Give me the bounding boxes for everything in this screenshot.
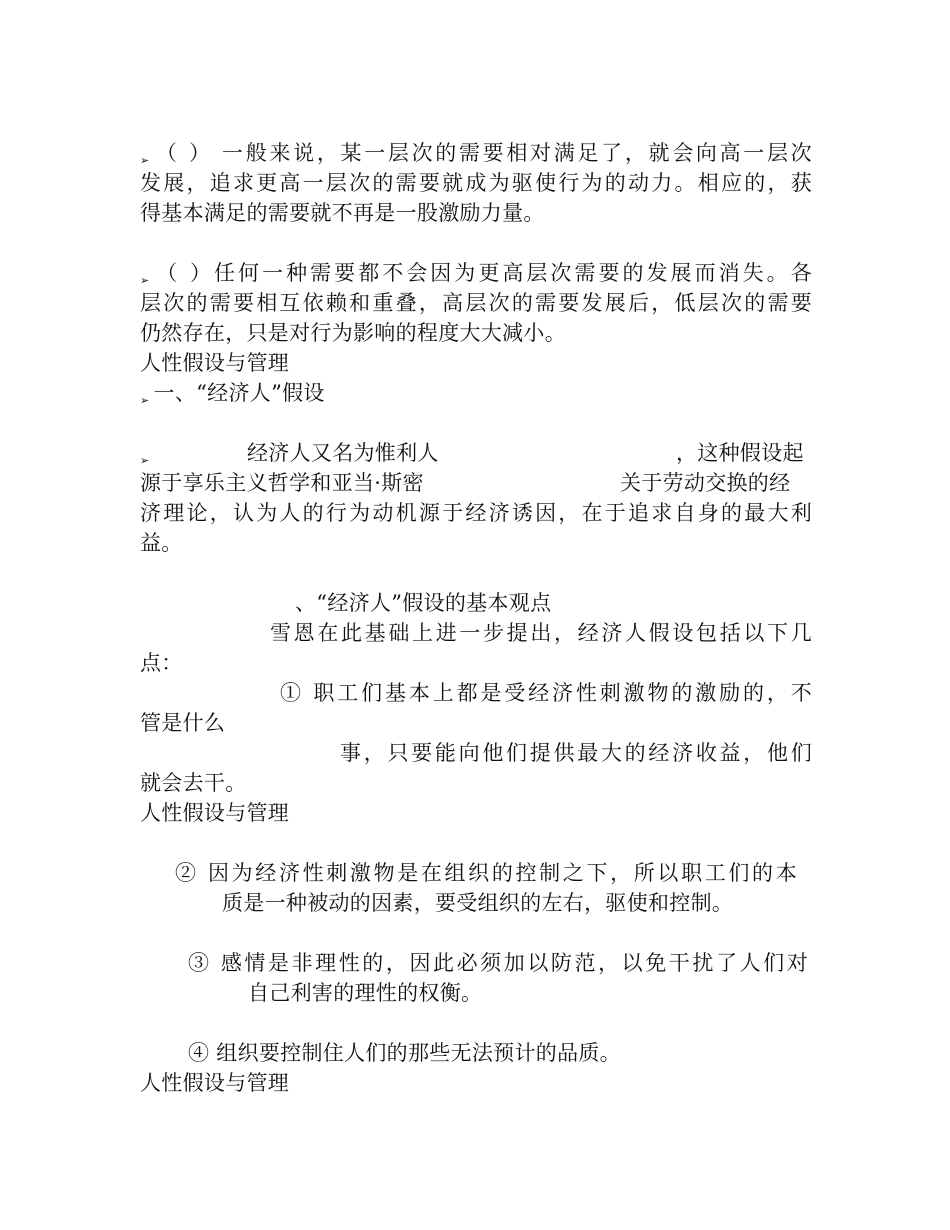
paragraph-4-line-2: 点： bbox=[140, 651, 183, 675]
paragraph-3-line-4: 益。 bbox=[140, 531, 183, 555]
point-1-line-2: 管是什么 bbox=[140, 711, 226, 735]
section-title bbox=[140, 378, 325, 416]
paragraph-2-line-3: 仍然存在，只是对行为影响的程度大大减小。 bbox=[140, 321, 566, 345]
point-1-line-1: ① 职工们基本上都是受经济性刺激物的激励的，不 bbox=[280, 681, 812, 705]
arrow-bullet-icon: ➢ bbox=[140, 154, 150, 167]
subheading: 、“经济人”假设的基本观点 bbox=[295, 591, 552, 615]
point-2-line-1: ② 因为经济性刺激物是在组织的控制之下，所以职工们的本 bbox=[175, 861, 797, 885]
arrow-bullet-icon: ➢ bbox=[140, 394, 150, 407]
paragraph-3-line-1-a: 经济人又名为惟利人 bbox=[247, 441, 439, 465]
paragraph-4-line-1: 雪恩在此基础上进一步提出，经济人假设包括以下几 bbox=[270, 621, 812, 645]
section-heading: 人性假设与管理 bbox=[140, 1071, 290, 1095]
paragraph-1-line-3: 得基本满足的需要就不再是一股激励力量。 bbox=[140, 201, 545, 225]
section-heading: 人性假设与管理 bbox=[140, 351, 290, 375]
point-2-line-2: 质是一种被动的因素，要受组织的左右，驱使和控制。 bbox=[222, 891, 734, 915]
section-title-text: 一、“经济人”假设 bbox=[153, 381, 325, 405]
paragraph-2-line-2: 层次的需要相互依赖和重叠，高层次的需要发展后，低层次的需要 bbox=[140, 291, 812, 315]
paragraph-1-line-2: 发展，追求更高一层次的需要就成为驱使行为的动力。相应的，获 bbox=[140, 171, 812, 195]
point-1-line-3: 事，只要能向他们提供最大的经济收益，他们 bbox=[340, 741, 812, 765]
arrow-bullet-icon: ➢ bbox=[140, 454, 150, 467]
point-3-line-1: ③ 感情是非理性的，因此必须加以防范，以免干扰了人们对 bbox=[188, 951, 808, 975]
paragraph-2-text: （ ）任何一种需要都不会因为更高层次需要的发展而消失。各 bbox=[153, 261, 812, 285]
paragraph-3-line-2-a: 源于享乐主义哲学和亚当·斯密 bbox=[140, 471, 424, 495]
point-3-line-2: 自己利害的理性的权衡。 bbox=[248, 981, 483, 1005]
paragraph-3-line-1-b: ，这种假设起 bbox=[676, 441, 804, 465]
paragraph-1-text: （ ） 一般来说，某一层次的需要相对满足了，就会向高一层次 bbox=[153, 141, 812, 165]
paragraph-3-line-3: 济理论，认为人的行为动机源于经济诱因，在于追求自身的最大利 bbox=[140, 501, 812, 525]
arrow-bullet-icon: ➢ bbox=[140, 274, 150, 287]
paragraph-3-line-2-b: 关于劳动交换的经 bbox=[620, 471, 791, 495]
point-4-line-1: ④ 组织要控制住人们的那些无法预计的品质。 bbox=[188, 1041, 621, 1065]
section-heading: 人性假设与管理 bbox=[140, 801, 290, 825]
point-1-line-4: 就会去干。 bbox=[140, 771, 247, 795]
